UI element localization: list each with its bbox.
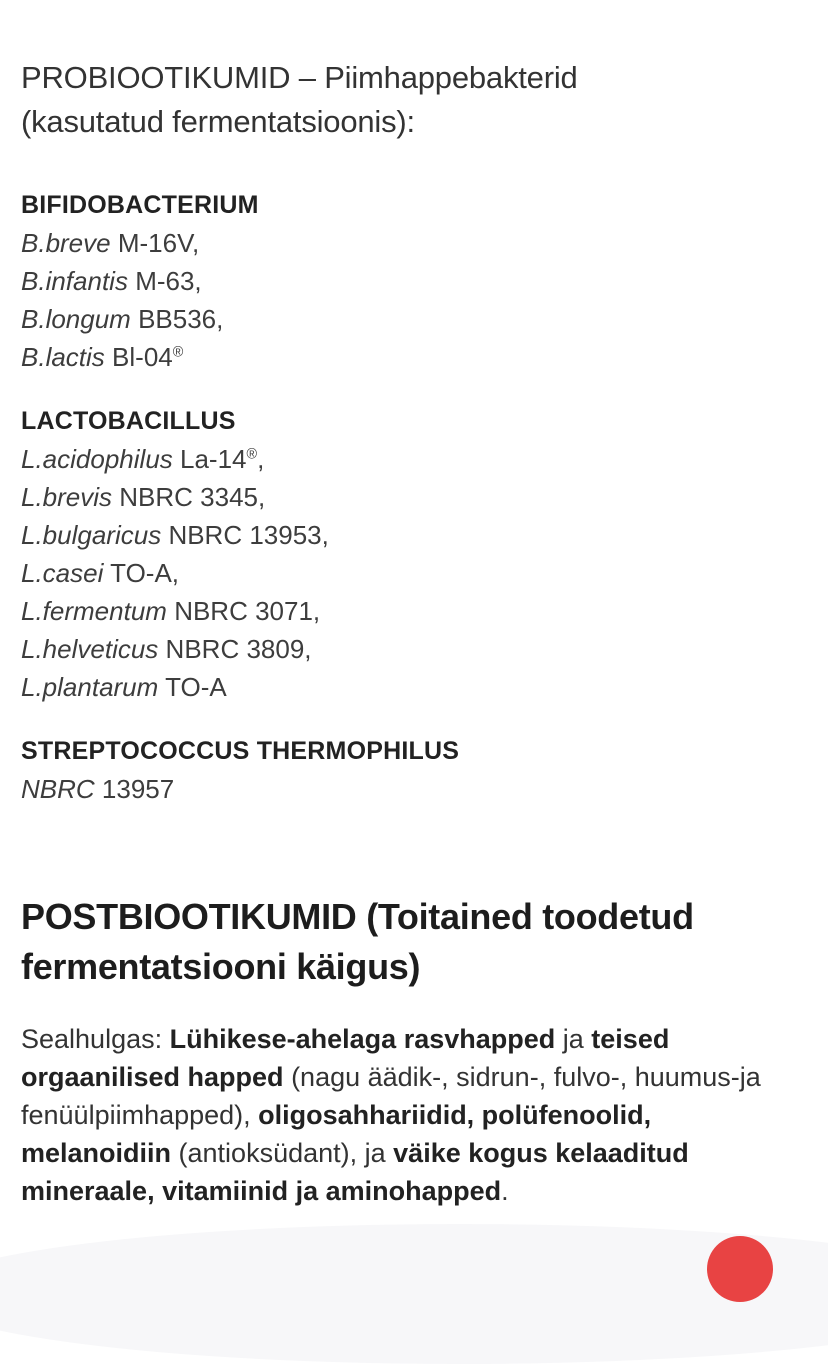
strain-species: B.breve — [21, 228, 111, 258]
strain-species: L.acidophilus — [21, 444, 173, 474]
postbiotics-paragraph — [21, 1020, 773, 1210]
strain-line: L.brevis NBRC 3345, — [21, 482, 266, 512]
bacteria-group — [21, 402, 788, 706]
strain-species: L.brevis — [21, 482, 113, 512]
postbiotics-title: POSTBIOOTIKUMID (Toitained toodetud fermentatsiooni käigus) — [21, 896, 694, 987]
chat-fab-button[interactable] — [707, 1236, 773, 1302]
paragraph-bold-segment: oligosahhariidid, polüfenoolid, melanoidiin — [21, 1100, 652, 1168]
strain-species: L.bulgaricus — [21, 520, 162, 550]
bacteria-group-name: LACTOBACILLUS — [21, 407, 236, 435]
strain-line: L.acidophilus La-14®, — [21, 444, 265, 474]
strain-species: L.plantarum — [21, 672, 159, 702]
strain-species: L.casei — [21, 558, 104, 588]
strain-line: L.plantarum TO-A — [21, 672, 227, 702]
paragraph-segment: Sealhulgas: — [21, 1024, 170, 1054]
bacteria-group-name: STREPTOCOCCUS THERMOPHILUS — [21, 737, 460, 765]
strain-species: L.fermentum — [21, 596, 167, 626]
registered-trademark: ® — [172, 344, 184, 361]
bacteria-group — [21, 186, 788, 376]
strain-species: NBRC — [21, 774, 95, 804]
paragraph-bold-segment: Lühikese-ahelaga rasvhapped — [169, 1024, 556, 1054]
strain-species: L.helveticus — [21, 634, 159, 664]
strain-species: B.infantis — [21, 266, 128, 296]
paragraph-bold-segment: teised orgaanilised happed — [21, 1024, 670, 1092]
strain-species: B.longum — [21, 304, 131, 334]
bacteria-group — [21, 732, 788, 808]
paragraph-segment: (antioksüdant), ja — [171, 1138, 394, 1168]
strain-line: L.casei TO-A, — [21, 558, 180, 588]
registered-trademark: ® — [246, 446, 258, 463]
probiotics-groups — [21, 186, 788, 808]
paragraph-segment: ja — [555, 1024, 592, 1054]
strain-line: L.fermentum NBRC 3071, — [21, 596, 321, 626]
bacteria-group-name: BIFIDOBACTERIUM — [21, 191, 259, 219]
strain-line: B.breve M-16V, — [21, 228, 200, 258]
section-divider-blob — [0, 1224, 828, 1364]
paragraph-segment: . — [501, 1176, 509, 1206]
strain-line: L.bulgaricus NBRC 13953, — [21, 520, 329, 550]
strain-line: B.lactis Bl-04® — [21, 342, 184, 372]
paragraph-bold-segment: väike kogus kelaaditud mineraale, vitamiinid ja aminohapped — [21, 1138, 689, 1206]
paragraph-segment: (nagu äädik-, sidrun-, fulvo-, huumus-ja fenüülpiimhapped), — [21, 1062, 761, 1130]
strain-line: B.longum BB536, — [21, 304, 224, 334]
probiotics-title: PROBIOOTIKUMID – Piimhappebakterid (kasutatud fermentatsioonis): — [21, 60, 578, 139]
strain-line: L.helveticus NBRC 3809, — [21, 634, 312, 664]
strain-line: NBRC 13957 — [21, 774, 175, 804]
strain-species: B.lactis — [21, 342, 105, 372]
strain-line: B.infantis M-63, — [21, 266, 202, 296]
